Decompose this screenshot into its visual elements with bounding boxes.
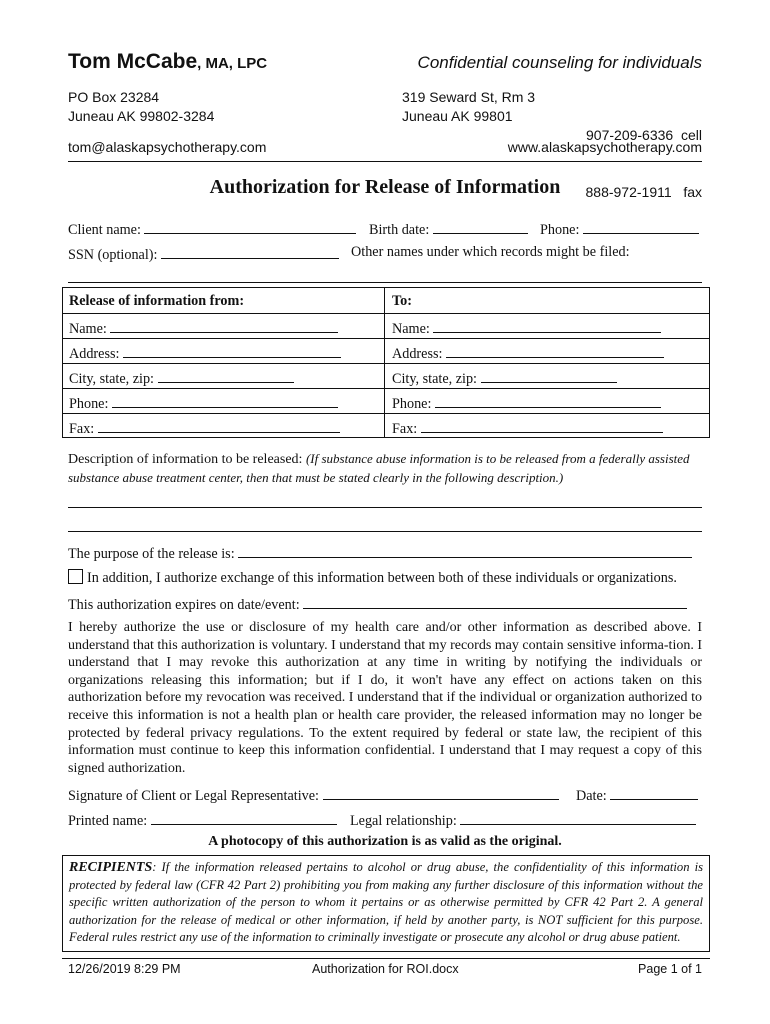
signature-label: Signature of Client or Legal Representative: [68,788,319,804]
street-address: 319 Seward St, Rm 3 [402,89,536,105]
client-phone-field [540,219,699,238]
to-fax-label: Fax: [392,421,418,437]
practitioner-name [68,50,267,74]
to-city-field [392,368,617,387]
date-label: Date: [576,788,607,804]
table-row-line-4 [63,388,709,389]
header-divider [68,161,702,162]
from-name-field [69,318,338,337]
purpose-label: The purpose of the release is: [68,546,235,562]
ssn-label: SSN (optional): [68,247,158,263]
from-address-field [69,343,341,362]
exchange-label: In addition, I authorize exchange of this information between both of these individuals or organizations. [87,570,677,586]
to-name-input[interactable] [433,318,661,333]
description-block [68,450,702,488]
to-header: To: [392,293,412,309]
recipients-text: : If the information released pertains to alcohol or drug abuse, the confidentiality of this information is protected by federal law (CFR 42 Part 2) prohibiting you from making any further disclosure of this information without the specific written authorization of the person to whom it pertains or as otherwise permitted by CFR 42 Part 2. A general authorization for the release of medical or other information, if held by another party, is NOT sufficient for this purpose. Federal rules restrict any use of the information to criminally investigate or prosecute any alcohol or drug abuse patient. [69,860,703,945]
birth-date-input[interactable] [433,219,528,234]
exchange-checkbox[interactable] [68,569,83,584]
description-note: (If substance abuse information is to be released from a federally assisted substance abuse treatment center, then that must be stated clearly in the following description.) [68,451,690,485]
ssn-input[interactable] [161,244,339,259]
from-phone-field [69,393,338,412]
practitioner-name-text: Tom McCabe [68,50,198,73]
practitioner-credentials: , MA, LPC [197,55,268,72]
to-fax-input[interactable] [421,418,663,433]
table-row-line-1 [63,313,709,314]
legal-relationship-input[interactable] [460,810,696,825]
po-city: Juneau AK 99802-3284 [68,108,215,124]
to-phone-field [392,393,661,412]
legal-relationship-label: Legal relationship: [350,813,457,829]
signature-field [68,785,559,804]
from-phone-label: Phone: [69,396,109,412]
from-phone-input[interactable] [112,393,338,408]
from-city-input[interactable] [158,368,294,383]
footer-filename: Authorization for ROI.docx [312,962,459,976]
exchange-field [68,569,677,586]
table-row-line-5 [63,413,709,414]
photocopy-note: A photocopy of this authorization is as valid as the original. [208,834,562,849]
email-address: tom@alaskapsychotherapy.com [68,139,267,155]
expires-field [68,594,687,613]
client-phone-label: Phone: [540,222,580,238]
to-phone-input[interactable] [435,393,661,408]
client-name-field [68,219,356,238]
printed-name-field [68,810,337,829]
date-field [576,785,698,804]
from-fax-input[interactable] [98,418,340,433]
from-fax-field [69,418,340,437]
printed-name-label: Printed name: [68,813,148,829]
to-address-label: Address: [392,346,443,362]
footer-divider [62,958,710,959]
to-city-label: City, state, zip: [392,371,477,387]
footer-timestamp: 12/26/2019 8:29 PM [68,962,181,976]
to-phone-label: Phone: [392,396,432,412]
birth-date-field [369,219,528,238]
to-name-label: Name: [392,321,430,337]
date-input[interactable] [610,785,698,800]
phone-numbers [586,88,703,240]
birth-date-label: Birth date: [369,222,430,238]
from-header: Release of information from: [69,293,245,309]
footer-page-number: Page 1 of 1 [638,962,702,976]
legal-relationship-field [350,810,696,829]
client-name-input[interactable] [144,219,356,234]
recipients-notice [62,855,710,952]
description-input-line-2[interactable] [68,531,702,532]
recipients-heading: RECIPIENTS [69,860,153,875]
to-city-input[interactable] [481,368,617,383]
mailing-address [68,88,214,126]
other-names-label: Other names under which records might be filed: [351,244,630,260]
other-names-input[interactable] [68,282,702,283]
po-box: PO Box 23284 [68,89,160,105]
signature-input[interactable] [323,785,559,800]
to-address-input[interactable] [446,343,664,358]
purpose-field [68,543,692,562]
expires-input[interactable] [303,594,687,609]
table-row-line-2 [63,338,709,339]
authorization-statement: I hereby authorize the use or disclosure of my health care and/or other information as described above. I understand that this authorization is voluntary. I understand that my records may contain sensitive informa-tion. I understand that I may revoke this authorization at any time in writing by notifying the individuals or organizations releasing this information; but if I do, it won't have any effect on actions taken on this authorization before my revocation was received. I understand that if the individual or organization authorized to receive this information is not a health plan or health care provider, the released information may no longer be protected by federal privacy regulations. To the extent required by federal or state law, the recipient of this information must continue to keep this information confidential. I understand that I may request a copy of this signed authorization. [68,620,702,776]
client-name-label: Client name: [68,222,141,238]
from-address-label: Address: [69,346,120,362]
ssn-field [68,244,339,263]
from-address-input[interactable] [123,343,341,358]
fax-number: 888-972-1911 fax [585,184,702,200]
description-input-line-1[interactable] [68,507,702,508]
description-label: Description of information to be released: [68,452,306,467]
street-city: Juneau AK 99801 [402,108,513,124]
to-address-field [392,343,664,362]
from-name-label: Name: [69,321,107,337]
from-city-label: City, state, zip: [69,371,154,387]
form-title: Authorization for Release of Information [209,176,561,198]
from-fax-label: Fax: [69,421,95,437]
table-row-line-3 [63,363,709,364]
cell-phone: 907-209-6336 cell [586,127,702,143]
practice-tagline: Confidential counseling for individuals [417,53,702,72]
office-address [402,88,535,126]
printed-name-input[interactable] [151,810,337,825]
from-city-field [69,368,294,387]
to-name-field [392,318,661,337]
from-name-input[interactable] [110,318,338,333]
release-table [62,287,710,438]
purpose-input[interactable] [238,543,692,558]
website: www.alaskapsychotherapy.com [507,139,702,155]
to-fax-field [392,418,663,437]
expires-label: This authorization expires on date/event: [68,597,300,613]
client-phone-input[interactable] [583,219,699,234]
